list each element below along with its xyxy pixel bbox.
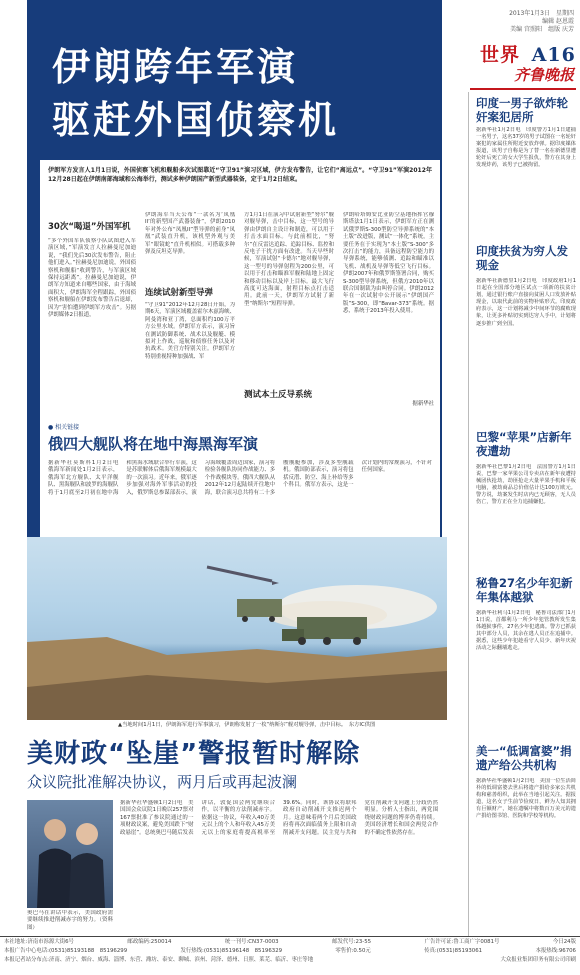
circle-bullet-icon: ● xyxy=(48,424,54,431)
second-story-body: 据新华社华盛顿1月2日电 美国国会众议院1日晚以257票对167票批准了参议院通过的一项财政议案，避免美国跌下“财政悬崖”。总统奥巴马随后发表讲话，敦促国会两党继续合作，以平衡的方法削减赤字。依据这一协议，年收入40万美元以上的个人和年收入45万美元以上的家庭将提高税率至39.6%。同时，该协议将联邦政府自动削减开支推迟两个月。这意味着两个月后美国政府将再次面临债务上限和自动削减开支问题。民主党与共和党在削减开支问题上分歧仍然明显。分析人士指出，两党围绕财政问题的博弈仍将持续。美国经济增长和国会两党合作的不确定性依然存在。 xyxy=(120,800,438,836)
sidebar-text-1: 据新华社1月2日电 印度警方1月1日逮捕一名男子，这名37岁的男子试图在一名轮奸案犯的家属住所附近安放炸弹。据印度媒体报道，该男子自称是为了替一名在新德里遭轮奸后死亡的女大学生报仇，警方在其身上发现炸药，该男子已被拘留。 xyxy=(476,127,576,169)
column-4-text: 伊朗哈塔姆安比亚防空基地指挥官穆斯塔法1月1日表示，伊朗军方正在测试俄罗斯S-300型防空导弹系统的“本土版”改进版，测试“一体化”系统，主要任务在于实现为“本土版”S-300“多次打击”的能力，具备远程防空能力的导弹系统，能够侦测、追踪和瞄准以飞机、战机及导弹等低空飞行目标。伊朗2007年和俄罗斯签署合同，购买S-300型导弹系统，但俄方2010年以联合国制裁为由叫停合同。伊朗2012年在一次试射中公开展示“伊朗国产版”S-300，即“Bavar-373”系统。据悉，系统于2013年投入使用。 xyxy=(343,212,434,315)
sidebar-divider xyxy=(468,92,469,937)
footer-ad-license: 广告许可证:鲁工商广字0081号 xyxy=(424,939,500,945)
sidebar-text-5: 据新华社华盛顿1月2日电 美国一位生活简朴的低调富婆去世后将遗产捐给多家公共机构和慈善组织，此举在当地引起关注。据报道，这名女子生前节俭度日，鲜为人知其拥有巨额财产，她在遗嘱中将数百万美元的遗产捐给图书馆、医院和学校等机构。 xyxy=(476,778,576,820)
lead-intro: 伊朗军方发言人1月1日说，外国侦察飞机和舰船多次试图靠近“守卫91”演习区域，伊方发布警告，让它们“离远点”。“守卫91”军演2012年12月28日起在伊朗南部海域和公海举行，测试多种伊朗国产新型武器装备，定于1月2日结束。 xyxy=(48,167,432,183)
footer-line-1 xyxy=(0,938,580,946)
missile-launch-illustration xyxy=(27,537,447,720)
sidebar-text-3: 据新华社巴黎1月2日电 法国警方1月1日说，巴黎一家苹果公司专卖店在新年夜遭持械团伙抢劫，劫匪抢走大量苹果手机和平板电脑，被劫商品总价值估计达100万欧元。警方说，劫案发生时店内已无顾客，无人员伤亡，警方正在全力追捕嫌犯。 xyxy=(476,464,576,506)
related-tag xyxy=(48,422,432,431)
header-divider xyxy=(470,88,576,90)
footer-ad-phone: 本报广告中心电话:(0531)85193188 85196299 xyxy=(4,948,128,954)
page-number: A16 xyxy=(531,44,576,66)
sidebar-headline-3: 巴黎“苹果”店新年夜遭劫 xyxy=(476,430,572,458)
subhead-missiles: 连续试射新型导弹 xyxy=(145,288,214,298)
column-1 xyxy=(48,212,136,420)
footer-bureaus: 本报记者站分布点:济南、济宁、烟台、威海、淄博、东营、潍坊、泰安、聊城、滨州、菏泽、德州、日照、莱芜、临沂、枣庄等地 xyxy=(4,957,314,963)
related-body: 据新华社莫斯科1月2日电 俄海军新闻处1月2日表示，俄海军北方舰队、太平洋舰队、黑海舰队和波罗的海舰队将于1月底至2月初在地中海和黑海水域联合举行军演，这是苏联解体后俄海军规模最大的一次演习。近年来，俄军逐步加强对海外军事活动的投入，俄罗斯总参谋部表示，演习海域覆盖周边国家，演习将检验各舰队协同作战能力、多个作战模块等。俄四大舰队从2012年12月起陆续开往地中海，联合演习总共将有二十多艘舰艇参加，涉及多型舰载机。俄国防部表示，演习将包括反潜、防空、海上补给等多个科目。俄军方表示，这是一次计划内的常规演习，不针对任何国家。 xyxy=(48,460,432,496)
column-3 xyxy=(244,212,334,400)
footer-printer: 大众报业集团印务有限公司印刷 xyxy=(500,957,576,963)
footer-address: 本社地址:济南市泺源大街6号 xyxy=(4,939,74,945)
second-photo-caption: 奥巴马在讲话中表示，美国政府需要继续推进削减赤字的努力。（资料图） xyxy=(27,910,113,931)
footer-line-3 xyxy=(0,956,580,964)
editor-credit: 编辑 赵恩霞 xyxy=(542,18,574,25)
subhead-warnings: 30次“喝退”外国军机 xyxy=(48,222,131,232)
footer-price: 零售价:0.50元 xyxy=(335,948,371,954)
footer-issn: 统一刊号:CN37-0003 xyxy=(224,939,279,945)
section-label xyxy=(480,40,576,67)
footer-fax: 传真:(0531)85193061 xyxy=(424,948,483,954)
staff-credit: 美编 宫照阳 组版 庆芳 xyxy=(510,26,574,33)
second-story-photo xyxy=(27,800,113,908)
lead-byline: 据新华社 xyxy=(412,401,434,407)
lead-columns xyxy=(48,212,434,420)
column-3-text: 方1月1日在演习中试射新型“努尔”舰对舰导弹，击中目标，这一型号的导弹由伊朗自主设计和制造，可以用于打击水面目标。与此前相比，“努尔”在反雷达追踪、追踪目标、监控和反电子干扰方面有改进。当天早些时候，军演试射“卡德尔”地对舰导弹，这一型号的导弹射程为200公里，可以用于打击和瞄准军舰和陆地上固定和移动目标以及岸上目标。最大飞行高度可达海面，射程目标点打击适用。此前一天，伊朗军方试射了新型“纳斯尔”短程导弹。 xyxy=(244,212,334,307)
footer-hotline: 本报热线:96706 xyxy=(535,948,576,954)
column-1-text: “多个外国军队侦察小队试图进入军演区域，”军演发言人拉赫曼尼加迪说，“我们先后30次发布警告，阻止他们进入。”拉赫曼尼加迪说，外国侦察机和舰船“收到警告，与军演区域保持远距离”。拉赫曼尼加迪说，伊朗军方知道来自哪些国家，由于海域面积大，伊朗海军全程跟踪，外国侦察机和舰船在伊朗发布警告后退却，因为“害怕遭到伊朗军方攻击”。另据伊朗媒体2日报道， xyxy=(48,238,136,319)
newspaper-logo: 齐鲁晚报 xyxy=(513,66,574,84)
related-box xyxy=(40,418,440,540)
sidebar-headline-1: 印度一男子欲炸轮奸案犯居所 xyxy=(476,96,568,124)
officials-figures xyxy=(27,800,113,908)
column-2b-text: “守卫91”2012年12月28日开始，为期6天，军演区域覆盖霍尔木兹海峡、阿曼湾和亚丁湾，总面积约100万平方公里水域。伊朗军方表示，演习旨在测试防御系统、战术以及舰艇、模拟对上作战，巡航和侦察任务以及对抗战术。美官方特别关注。伊朗军方特别重视特种加强战、军 xyxy=(145,302,235,360)
lead-headline-line2: 驱赶外国侦察机 xyxy=(52,98,340,142)
sidebar-headline-5: 美一“低调富婆”捐遗产给公共机构 xyxy=(476,744,572,772)
footer-page-count: 今日24版 xyxy=(552,939,576,945)
sidebar-text-2: 据新华社新德里1月2日电 印度政府1月1日起在全国部分地区试点一项新的扶贫计划，通过银行账户直接向贫困人口发放补贴现金，以取代此前的实物补贴形式。印度政府表示，这一计划将减少中间环节的腐败现象，让更多补贴切实到达穷人手中，计划将逐步推广到全国。 xyxy=(476,278,576,327)
sidebar-headline-4: 秘鲁27名少年犯新年集体越狱 xyxy=(476,576,573,604)
lead-headline-line1: 伊朗跨年军演 xyxy=(52,45,299,89)
sidebar-text-4: 据新华社利马1月2日电 秘鲁司法部门1月1日说，首都利马一所少年犯管教所发生集体越狱事件，27名少年犯逃离。警方已抓获其中部分人员，其余在逃人员正在追捕中。据悉，这些少年犯趁看守人员少、新年庆祝活动之际翻墙逃走。 xyxy=(476,610,576,652)
military-exercise-photo xyxy=(27,537,447,720)
footer-rule xyxy=(0,936,580,937)
footer-distribution: 发行热线:(0531)85196148 85196329 xyxy=(180,948,283,954)
footer-line-2 xyxy=(0,947,580,955)
related-tag-label: 相关链接 xyxy=(55,424,80,431)
section-name: 世界 xyxy=(480,44,521,66)
lead-story-body xyxy=(40,160,440,427)
column-2-text: 伊朗海军当天公布“一款名为‘凤凰II’的新型国产武器装备”，伊朗2010年对外公布“凤凰II”型导弹的前身“凤凰”武装直升机，该机型外观与美军“眼镜蛇”直升机相似。可搭载多种弹及反坦克导弹。 xyxy=(145,212,235,256)
column-2 xyxy=(145,212,235,414)
column-4 xyxy=(343,212,434,407)
related-headline: 俄四大舰队将在地中海黑海军演 xyxy=(48,435,259,453)
footer-postcode: 邮政编码:250014 xyxy=(127,939,172,945)
second-headline: 美财政“坠崖”警报暂时解除 xyxy=(27,739,361,769)
second-subheadline: 众议院批准解决协议，两月后或再起波澜 xyxy=(27,773,298,791)
subhead-air-defense: 测试本土反导系统 xyxy=(244,390,313,400)
footer-postal-code: 邮发代号:23-55 xyxy=(332,939,372,945)
photo-caption: ▲当地时间1月1日，伊朗海军进行军事演习，伊朗称发射了一枚“纳斯尔”舰对舰导弹，击中目标。 东方IC供图 xyxy=(118,722,376,728)
sidebar-headline-2: 印度扶贫为穷人发现金 xyxy=(476,244,568,272)
issue-date: 2013年1月3日 星期四 xyxy=(509,10,574,17)
page-header-info xyxy=(462,10,574,34)
